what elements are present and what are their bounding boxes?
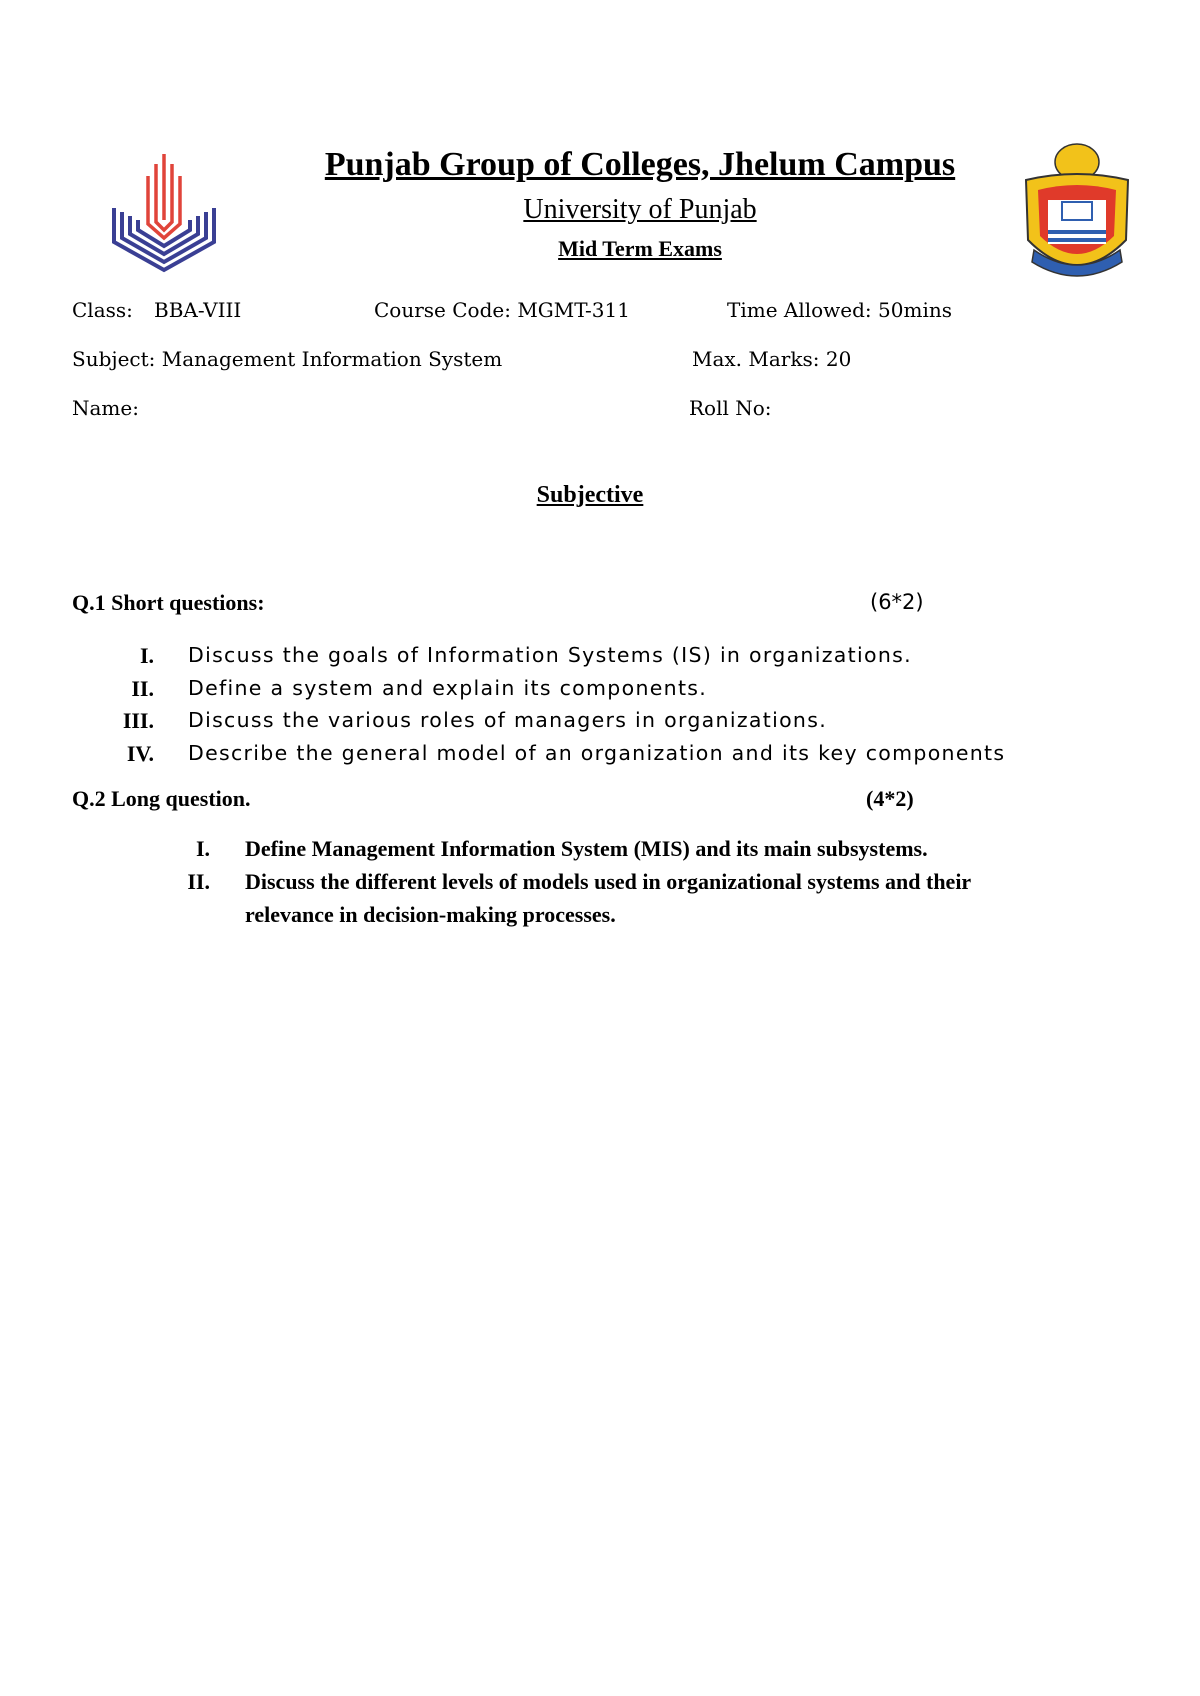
university-seal bbox=[1018, 140, 1136, 290]
q1-num-1: I. bbox=[139, 643, 154, 668]
punjab-university-seal-icon bbox=[1018, 140, 1136, 290]
q2-item-2-cont: relevance in decision-making processes. bbox=[245, 902, 616, 927]
q1-num-4: IV. bbox=[126, 741, 154, 766]
college-title: Punjab Group of Colleges, Jhelum Campus bbox=[324, 146, 956, 183]
q2-item-2: Discuss the different levels of models used in organizational systems and their bbox=[245, 869, 972, 894]
q1-item-1: Discuss the goals of Information Systems (IS) in organizations. bbox=[188, 643, 912, 667]
q2-item-1: Define Management Information System (MIS) and its main subsystems. bbox=[245, 836, 928, 861]
pgc-logo-icon bbox=[108, 150, 228, 276]
name-label: Name: bbox=[72, 396, 139, 420]
class-value: BBA-VIII bbox=[154, 298, 242, 322]
q2-title: Q.2 Long question. bbox=[72, 786, 251, 811]
max-marks: Max. Marks: 20 bbox=[692, 347, 852, 371]
q2-num-2: II. bbox=[187, 869, 210, 894]
q1-num-2: II. bbox=[131, 676, 154, 701]
roll-label: Roll No: bbox=[689, 396, 772, 420]
college-logo bbox=[108, 150, 228, 276]
q1-item-4: Describe the general model of an organization and its key components bbox=[188, 741, 1006, 765]
q2-marks: (4*2) bbox=[866, 786, 914, 811]
q1-title: Q.1 Short questions: bbox=[72, 590, 265, 615]
university-title: University of Punjab bbox=[523, 194, 757, 225]
q2-num-1: I. bbox=[195, 836, 210, 861]
q1-item-2: Define a system and explain its components. bbox=[188, 676, 708, 700]
q1-num-3: III. bbox=[122, 708, 154, 733]
q1-marks: (6*2) bbox=[870, 590, 924, 614]
subject-line: Subject: Management Information System bbox=[72, 347, 503, 371]
q1-item-3: Discuss the various roles of managers in organizations. bbox=[188, 708, 828, 732]
section-title: Subjective bbox=[536, 482, 644, 508]
course-code: Course Code: MGMT-311 bbox=[374, 298, 630, 322]
time-allowed: Time Allowed: 50mins bbox=[727, 298, 952, 322]
class-label: Class: bbox=[72, 298, 133, 322]
exam-title: Mid Term Exams bbox=[558, 236, 722, 261]
